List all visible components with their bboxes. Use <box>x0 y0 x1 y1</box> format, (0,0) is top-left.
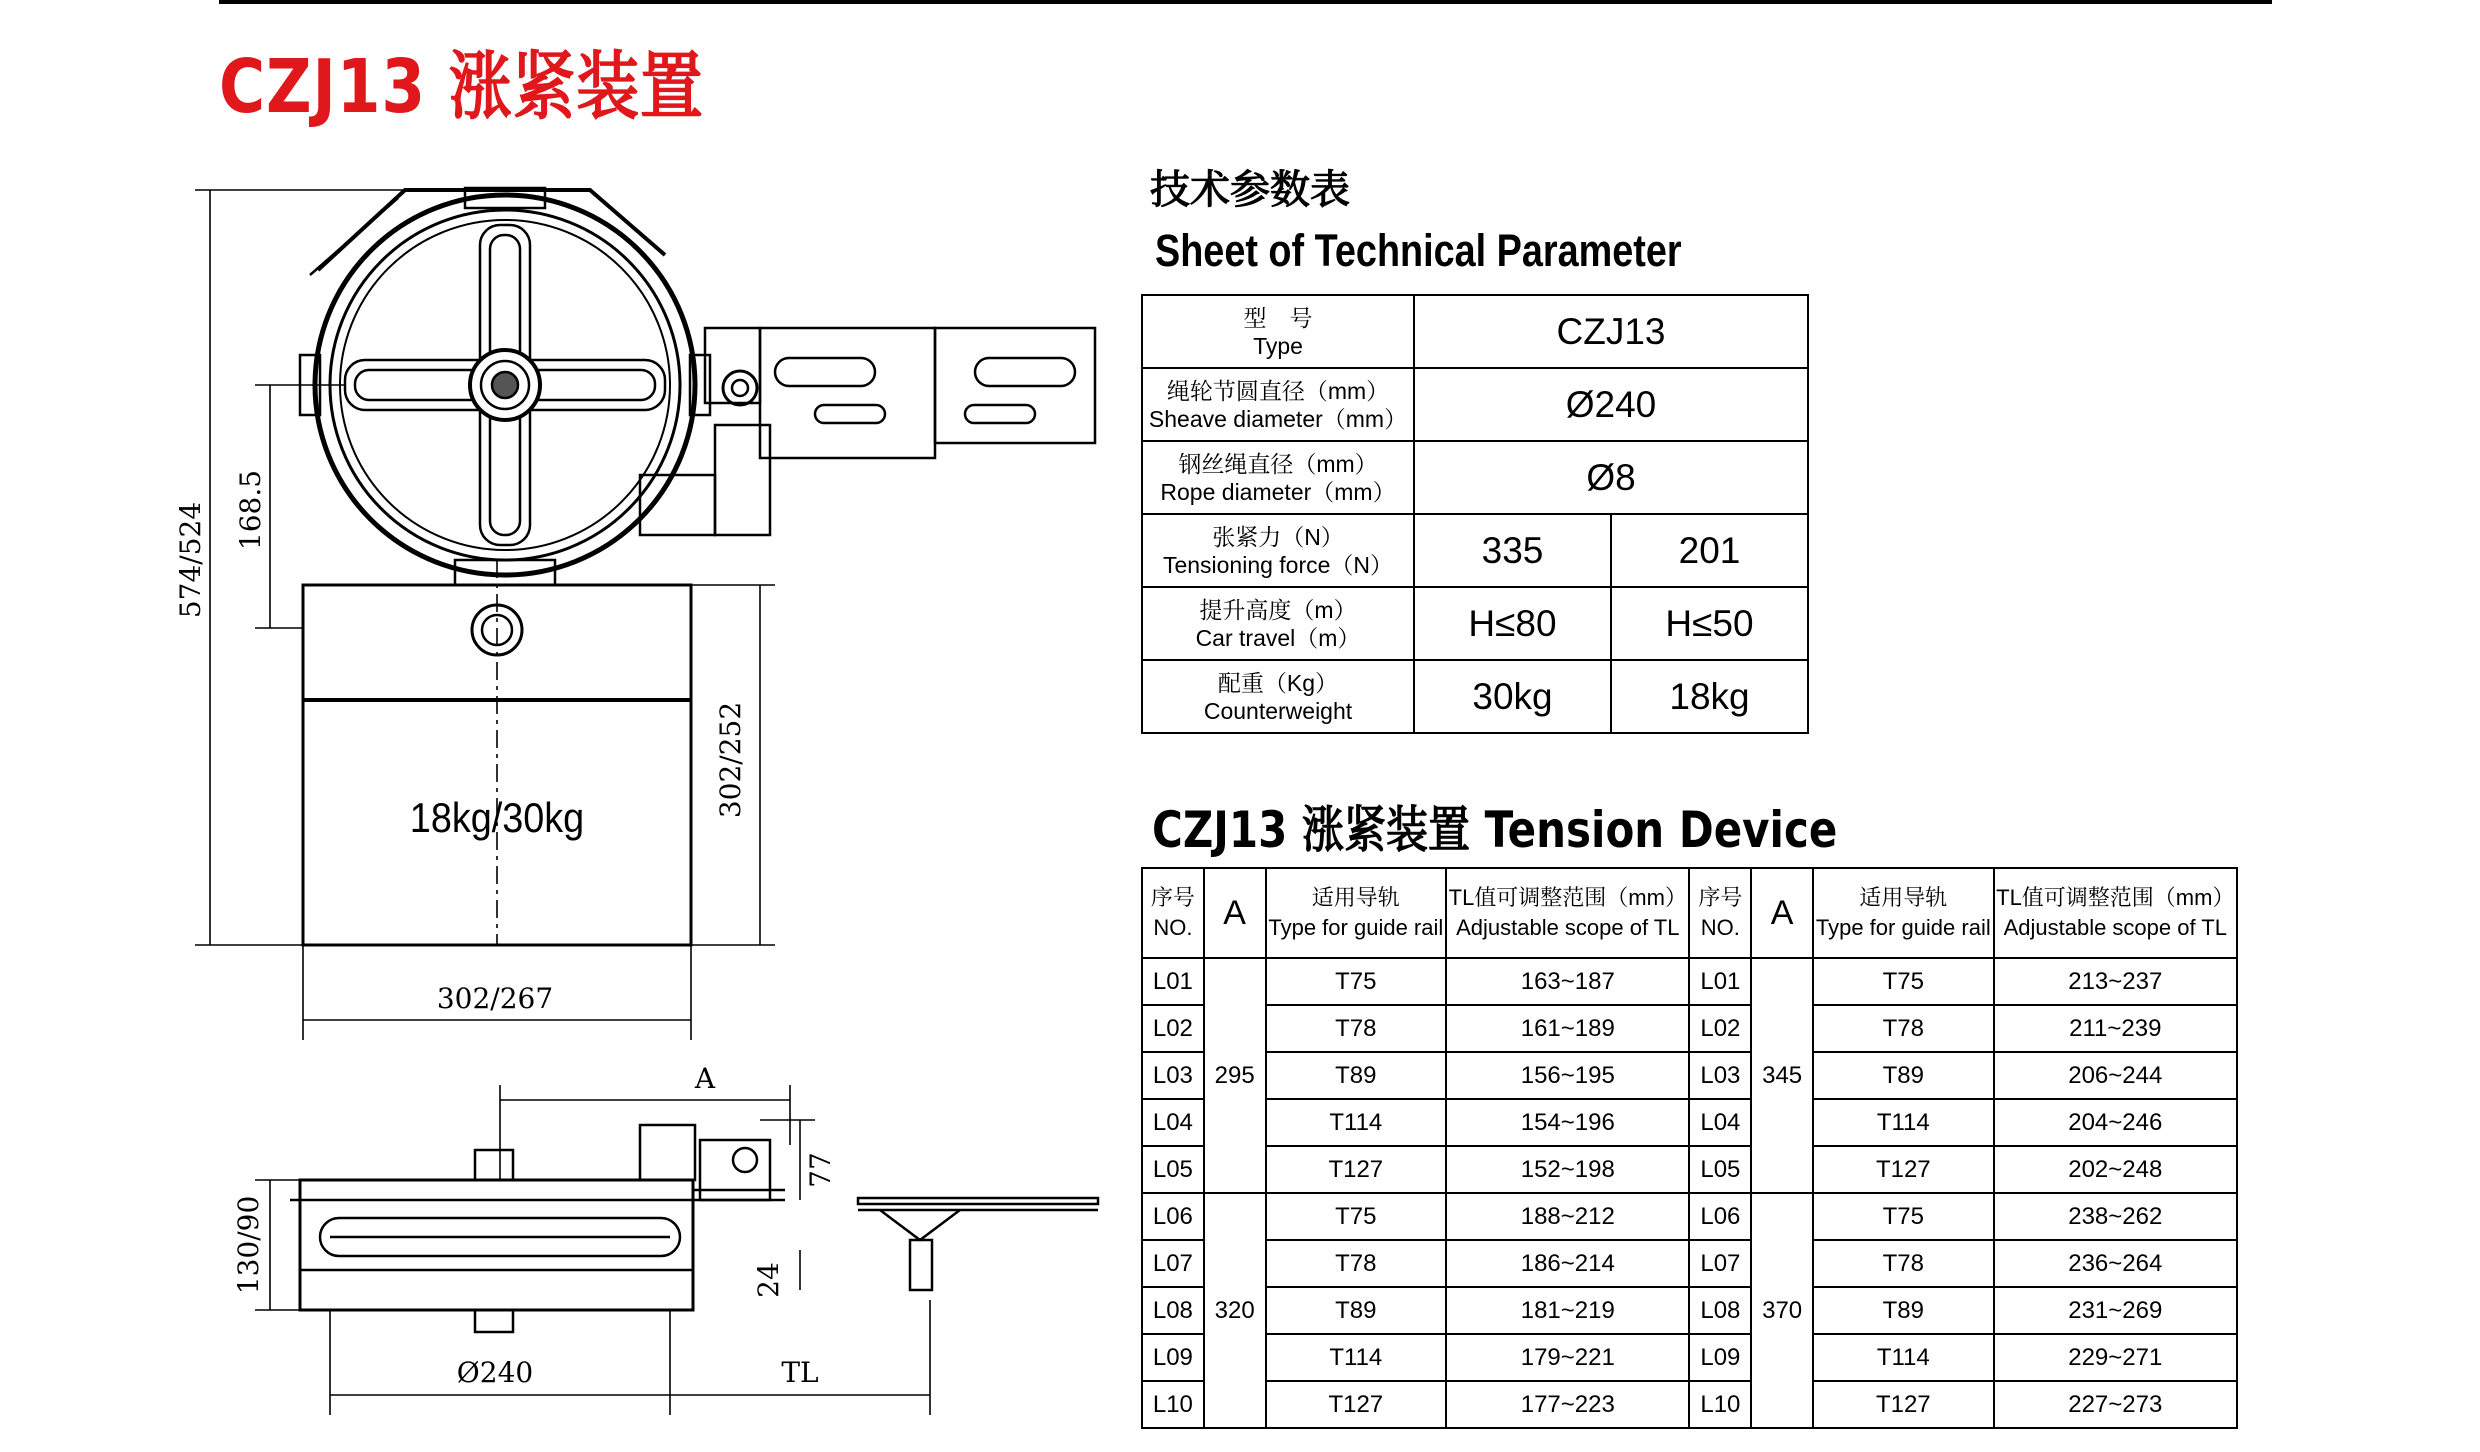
row-tl: 163~187 <box>1446 958 1689 1005</box>
row-tl: 227~273 <box>1994 1381 2237 1428</box>
row-rail: T114 <box>1813 1099 1994 1146</box>
row-tl: 229~271 <box>1994 1334 2237 1381</box>
row-tl: 161~189 <box>1446 1005 1689 1052</box>
param-heading-en: Sheet of Technical Parameter <box>1155 225 1682 276</box>
dim-24: 24 <box>752 1262 785 1298</box>
group-a-value: 320 <box>1204 1193 1266 1428</box>
row-no: L01 <box>1142 958 1204 1005</box>
row-tl: 177~223 <box>1446 1381 1689 1428</box>
row-rail: T89 <box>1266 1052 1447 1099</box>
table-row <box>1142 1240 2237 1287</box>
param-label: 钢丝绳直径（mm） Rope diameter（mm） <box>1142 441 1414 514</box>
dim-overall-height: 574/524 <box>174 501 207 619</box>
device-table-header <box>1142 868 2237 958</box>
row-no: L01 <box>1689 958 1751 1005</box>
row-no: L07 <box>1689 1240 1751 1287</box>
col-rail-header: 适用导轨 Type for guide rail <box>1813 868 1994 958</box>
param-row-type <box>1142 295 1808 368</box>
row-no: L06 <box>1142 1193 1204 1240</box>
row-tl: 154~196 <box>1446 1099 1689 1146</box>
group-a-value: 295 <box>1204 958 1266 1193</box>
param-value: 335 <box>1414 514 1611 587</box>
table-row <box>1142 1146 2237 1193</box>
row-rail: T89 <box>1266 1287 1447 1334</box>
param-value: 18kg <box>1611 660 1808 733</box>
param-label: 配重（Kg） Counterweight <box>1142 660 1414 733</box>
row-rail: T78 <box>1813 1005 1994 1052</box>
row-rail: T89 <box>1813 1287 1994 1334</box>
param-value: Ø8 <box>1414 441 1808 514</box>
row-rail: T75 <box>1813 958 1994 1005</box>
table-row <box>1142 1052 2237 1099</box>
row-tl: 236~264 <box>1994 1240 2237 1287</box>
row-tl: 213~237 <box>1994 958 2237 1005</box>
param-row-travel <box>1142 587 1808 660</box>
dim-a: A <box>694 1062 716 1095</box>
row-tl: 186~214 <box>1446 1240 1689 1287</box>
row-rail: T114 <box>1813 1334 1994 1381</box>
row-no: L06 <box>1689 1193 1751 1240</box>
row-no: L08 <box>1689 1287 1751 1334</box>
top-view <box>290 1125 1098 1332</box>
row-rail: T75 <box>1813 1193 1994 1240</box>
row-no: L02 <box>1142 1005 1204 1052</box>
row-tl: 156~195 <box>1446 1052 1689 1099</box>
row-tl: 188~212 <box>1446 1193 1689 1240</box>
param-value: H≤80 <box>1414 587 1611 660</box>
row-no: L02 <box>1689 1005 1751 1052</box>
param-table <box>1141 294 1809 734</box>
row-tl: 204~246 <box>1994 1099 2237 1146</box>
param-value: CZJ13 <box>1414 295 1808 368</box>
table-row <box>1142 1193 2237 1240</box>
col-tl-header: TL值可调整范围（mm） Adjustable scope of TL <box>1446 868 1689 958</box>
param-label: 型 号 Type <box>1142 295 1414 368</box>
row-tl: 179~221 <box>1446 1334 1689 1381</box>
dim-box-height: 302/252 <box>714 701 747 819</box>
param-label: 绳轮节圆直径（mm） Sheave diameter（mm） <box>1142 368 1414 441</box>
dim-center-height: 168.5 <box>234 469 267 551</box>
param-row-sheave <box>1142 368 1808 441</box>
row-no: L05 <box>1689 1146 1751 1193</box>
row-tl: 238~262 <box>1994 1193 2237 1240</box>
page-title: CZJ13 涨紧装置 <box>219 44 704 130</box>
row-no: L04 <box>1689 1099 1751 1146</box>
row-rail: T127 <box>1266 1381 1447 1428</box>
row-no: L05 <box>1142 1146 1204 1193</box>
param-heading-cn: 技术参数表 <box>1150 167 1350 213</box>
col-rail-header: 适用导轨 Type for guide rail <box>1266 868 1447 958</box>
row-rail: T127 <box>1813 1381 1994 1428</box>
col-no-header: 序号 NO. <box>1689 868 1751 958</box>
param-label: 提升高度（m） Car travel（m） <box>1142 587 1414 660</box>
row-rail: T75 <box>1266 958 1447 1005</box>
row-no: L09 <box>1689 1334 1751 1381</box>
col-a-header: A <box>1751 868 1813 958</box>
row-no: L10 <box>1689 1381 1751 1428</box>
param-value: 30kg <box>1414 660 1611 733</box>
row-rail: T78 <box>1266 1005 1447 1052</box>
row-rail: T127 <box>1266 1146 1447 1193</box>
param-value: Ø240 <box>1414 368 1808 441</box>
col-tl-header: TL值可调整范围（mm） Adjustable scope of TL <box>1994 868 2237 958</box>
row-no: L03 <box>1142 1052 1204 1099</box>
device-heading: CZJ13 涨紧装置 Tension Device <box>1152 801 1838 859</box>
table-row <box>1142 958 2237 1005</box>
param-row-force <box>1142 514 1808 587</box>
dim-77: 77 <box>804 1152 837 1188</box>
table-row <box>1142 1099 2237 1146</box>
row-rail: T75 <box>1266 1193 1447 1240</box>
technical-drawing <box>0 0 1110 1452</box>
group-a-value: 370 <box>1751 1193 1813 1428</box>
row-rail: T78 <box>1266 1240 1447 1287</box>
col-no-header: 序号 NO. <box>1142 868 1204 958</box>
row-rail: T127 <box>1813 1146 1994 1193</box>
table-row <box>1142 1334 2237 1381</box>
front-view-dimensions <box>195 190 775 1040</box>
row-no: L04 <box>1142 1099 1204 1146</box>
param-value: 201 <box>1611 514 1808 587</box>
row-tl: 231~269 <box>1994 1287 2237 1334</box>
col-a-header: A <box>1204 868 1266 958</box>
row-tl: 211~239 <box>1994 1005 2237 1052</box>
device-table <box>1141 867 2238 1429</box>
row-no: L10 <box>1142 1381 1204 1428</box>
row-no: L08 <box>1142 1287 1204 1334</box>
row-no: L07 <box>1142 1240 1204 1287</box>
dim-height: 130/90 <box>232 1195 265 1295</box>
box-weight-label: 18kg/30kg <box>409 795 585 842</box>
dim-tl: TL <box>781 1356 819 1389</box>
top-view-dimensions <box>255 1085 930 1415</box>
row-no: L09 <box>1142 1334 1204 1381</box>
front-view-dimension-text <box>174 470 747 1015</box>
row-tl: 181~219 <box>1446 1287 1689 1334</box>
group-a-value: 345 <box>1751 958 1813 1193</box>
param-value: H≤50 <box>1611 587 1808 660</box>
row-no: L03 <box>1689 1052 1751 1099</box>
dim-sheave: Ø240 <box>456 1356 534 1389</box>
row-rail: T89 <box>1813 1052 1994 1099</box>
row-tl: 202~248 <box>1994 1146 2237 1193</box>
param-row-rope <box>1142 441 1808 514</box>
row-rail: T78 <box>1813 1240 1994 1287</box>
table-row <box>1142 1287 2237 1334</box>
table-row <box>1142 1005 2237 1052</box>
param-label: 张紧力（N） Tensioning force（N） <box>1142 514 1414 587</box>
row-rail: T114 <box>1266 1334 1447 1381</box>
row-rail: T114 <box>1266 1099 1447 1146</box>
dim-box-width: 302/267 <box>436 982 554 1015</box>
row-tl: 152~198 <box>1446 1146 1689 1193</box>
row-tl: 206~244 <box>1994 1052 2237 1099</box>
param-row-counterweight <box>1142 660 1808 733</box>
table-row <box>1142 1381 2237 1428</box>
